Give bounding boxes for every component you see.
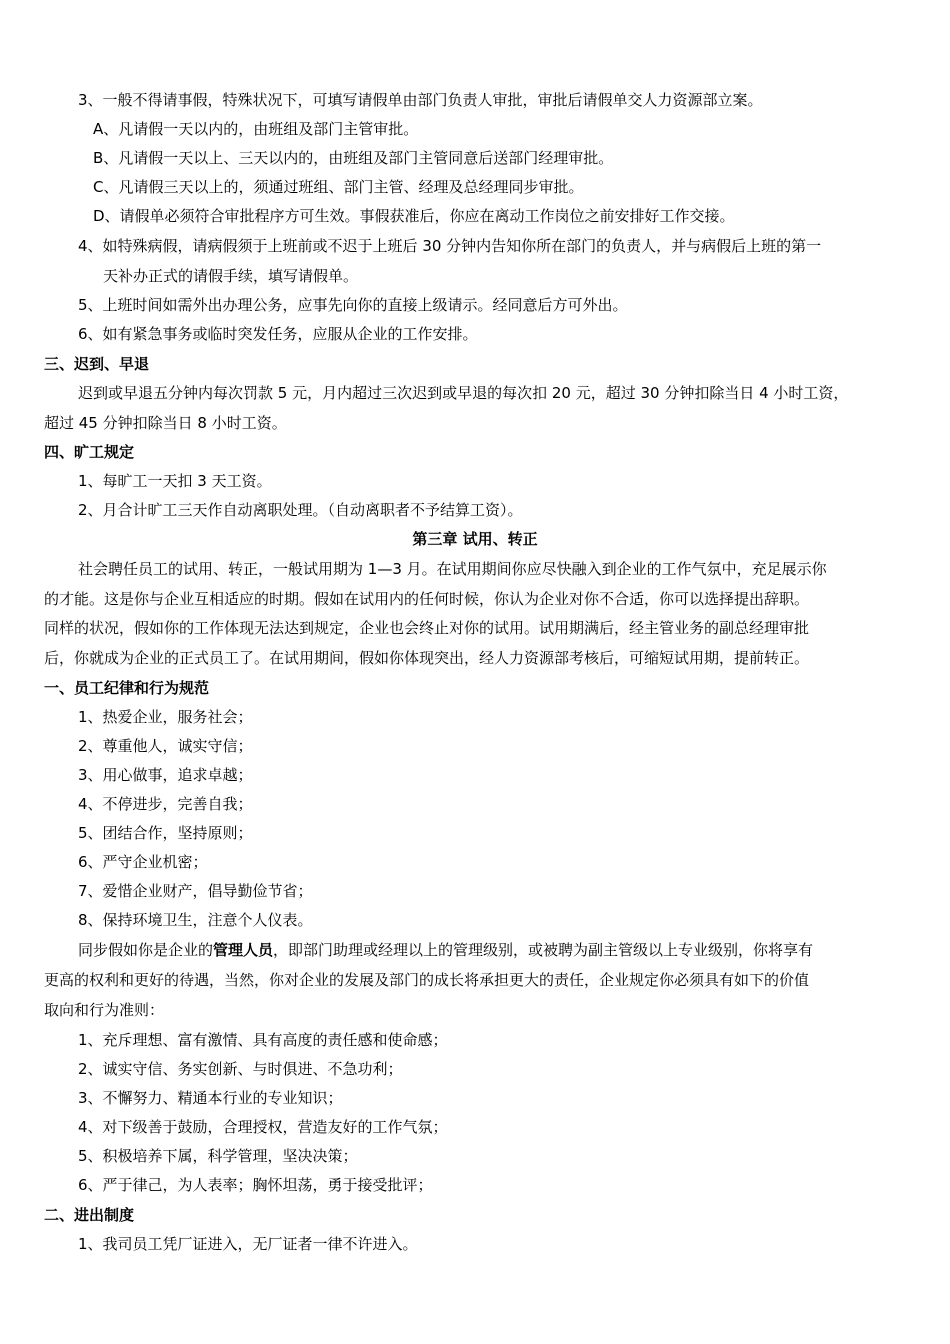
absent-heading: 四、旷工规定 — [44, 443, 135, 461]
conduct-item: 1、热爱企业，服务社会； — [78, 708, 253, 726]
conduct-item: 2、尊重他人，诚实守信； — [78, 737, 253, 755]
late-paragraph-line1: 迟到或早退五分钟内每次罚款 5 元，月内超过三次迟到或早退的每次扣 20 元，超过 30 分钟扣除当日 4 小时工资， — [78, 384, 849, 402]
conduct-item: 4、不停进步，完善自我； — [78, 795, 253, 813]
absent-item-1: 1、每旷工一天扣 3 天工资。 — [78, 472, 272, 490]
leave-sub-b: B、凡请假一天以上、三天以内的，由班组及部门主管同意后送部门经理审批。 — [93, 149, 614, 167]
management-text-pre: 同步假如你是企业的 — [78, 941, 214, 959]
leave-item-6: 6、如有紧急事务或临时突发任务，应服从企业的工作安排。 — [78, 325, 478, 343]
management-item: 2、诚实守信、务实创新、与时俱进、不急功利； — [78, 1060, 403, 1078]
chapter-title: 第三章 试用、转正 — [412, 530, 538, 548]
absent-item-2: 2、月合计旷工三天作自动离职处理。（自动离职者不予结算工资）。 — [78, 501, 523, 519]
probation-paragraph-line2: 的才能。这是你与企业互相适应的时期。假如在试用内的任何时候，你认为企业对你不合适，你可以选择提出辞职。 — [44, 590, 810, 608]
probation-paragraph-line4: 后，你就成为企业的正式员工了。在试用期间，假如你体现突出，经人力资源部考核后，可缩短试用期，提前转正。 — [44, 649, 810, 667]
management-item: 1、充斥理想、富有激情、具有高度的责任感和使命感； — [78, 1031, 448, 1049]
late-heading: 三、迟到、早退 — [44, 355, 150, 373]
leave-item-5: 5、上班时间如需外出办理公务，应事先向你的直接上级请示。经同意后方可外出。 — [78, 296, 628, 314]
leave-item-3: 3、一般不得请事假，特殊状况下，可填写请假单由部门负责人审批，审批后请假单交人力资源部立案。 — [78, 91, 763, 109]
management-item: 6、严于律己，为人表率；胸怀坦荡，勇于接受批评； — [78, 1176, 433, 1194]
leave-item-4-line1: 4、如特殊病假，请病假须于上班前或不迟于上班后 30 分钟内告知你所在部门的负责人，并与病假后上班的第一 — [78, 237, 822, 255]
conduct-item: 6、严守企业机密； — [78, 853, 208, 871]
conduct-heading: 一、员工纪律和行为规范 — [44, 679, 210, 697]
leave-item-4-line2: 天补办正式的请假手续，填写请假单。 — [103, 267, 359, 285]
management-item: 5、积极培养下属，科学管理，坚决决策； — [78, 1147, 358, 1165]
management-text-post: ，即部门助理或经理以上的管理级别，或被聘为副主管级以上专业级别，你将享有 — [273, 941, 814, 959]
conduct-item: 7、爱惜企业财产，倡导勤俭节省； — [78, 882, 313, 900]
management-paragraph-line1 — [78, 940, 813, 960]
management-paragraph-line3: 取向和行为准则： — [44, 1001, 165, 1019]
leave-sub-a: A、凡请假一天以内的，由班组及部门主管审批。 — [93, 120, 419, 138]
management-paragraph-line2: 更高的权利和更好的待遇，当然，你对企业的发展及部门的成长将承担更大的责任，企业规定你必须具有如下的价值 — [44, 971, 810, 989]
conduct-item: 8、保持环境卫生，注意个人仪表。 — [78, 911, 313, 929]
probation-paragraph-line1: 社会聘任员工的试用、转正，一般试用期为 1—3 月。在试用期间你应尽快融入到企业的工作气氛中，充足展示你 — [78, 560, 827, 578]
conduct-item: 5、团结合作，坚持原则； — [78, 824, 253, 842]
late-paragraph-line2: 超过 45 分钟扣除当日 8 小时工资。 — [44, 414, 287, 432]
entry-item-1: 1、我司员工凭厂证进入，无厂证者一律不许进入。 — [78, 1235, 418, 1253]
management-text-bold: 管理人员 — [213, 941, 274, 959]
management-item: 3、不懈努力、精通本行业的专业知识； — [78, 1089, 343, 1107]
management-item: 4、对下级善于鼓励，合理授权，营造友好的工作气氛； — [78, 1118, 448, 1136]
probation-paragraph-line3: 同样的状况，假如你的工作体现无法达到规定，企业也会终止对你的试用。试用期满后，经主管业务的副总经理审批 — [44, 619, 810, 637]
leave-sub-c: C、凡请假三天以上的，须通过班组、部门主管、经理及总经理同步审批。 — [93, 178, 584, 196]
conduct-item: 3、用心做事，追求卓越； — [78, 766, 253, 784]
leave-sub-d: D、请假单必须符合审批程序方可生效。事假获准后，你应在离动工作岗位之前安排好工作交接。 — [93, 207, 735, 225]
entry-heading: 二、进出制度 — [44, 1206, 135, 1224]
